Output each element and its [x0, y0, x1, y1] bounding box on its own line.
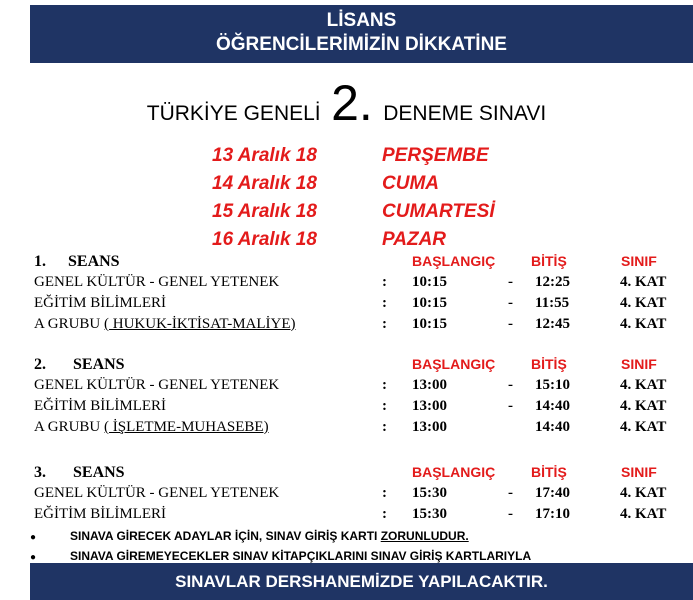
day: PAZAR — [382, 229, 447, 250]
session-label: SEANS — [68, 253, 120, 270]
start-column-header: BAŞLANGIÇ — [412, 464, 496, 480]
dash: - — [508, 485, 513, 501]
date-row — [212, 170, 495, 198]
end-time: 14:40 — [535, 398, 570, 414]
date: 15 Aralık 18 — [212, 201, 317, 222]
note-text: SINAVA GİRECEK ADAYLAR İÇİN, SINAV GİRİŞ KARTI — [70, 529, 381, 543]
day: PERŞEMBE — [382, 145, 489, 166]
end-column-header: BİTİŞ — [531, 356, 567, 372]
table-row — [0, 314, 693, 335]
session-label: SEANS — [73, 464, 125, 481]
start-column-header: BAŞLANGIÇ — [412, 356, 496, 372]
start-time: 10:15 — [412, 274, 447, 290]
exam-name-groups: ( İŞLETME-MUHASEBE) — [104, 419, 269, 435]
note-item — [30, 526, 531, 546]
table-row — [0, 504, 693, 525]
header-banner — [30, 5, 693, 63]
date: 14 Aralık 18 — [212, 173, 317, 194]
room-column-header: SINIF — [621, 356, 657, 372]
start-time: 15:30 — [412, 506, 447, 522]
start-time: 10:15 — [412, 316, 447, 332]
notes-list — [30, 526, 531, 566]
start-time: 15:30 — [412, 485, 447, 501]
exam-name: GENEL KÜLTÜR - GENEL YETENEK — [34, 274, 280, 290]
room: 4. KAT — [620, 398, 667, 414]
dash: - — [508, 295, 513, 311]
title-number: 2. — [331, 75, 373, 131]
exam-name: EĞİTİM BİLİMLERİ — [34, 295, 167, 311]
end-column-header: BİTİŞ — [531, 464, 567, 480]
exam-name: GENEL KÜLTÜR - GENEL YETENEK — [34, 377, 280, 393]
session-label: SEANS — [73, 356, 125, 373]
room: 4. KAT — [620, 506, 667, 522]
start-column-header: BAŞLANGIÇ — [412, 253, 496, 269]
colon: : — [382, 274, 387, 290]
exam-name-prefix: A GRUBU — [34, 419, 105, 435]
session-header — [0, 354, 693, 375]
footer-banner — [30, 563, 693, 600]
dash: - — [508, 506, 513, 522]
header-line-2: ÖĞRENCİLERİMİZİN DİKKATİNE — [216, 34, 507, 55]
exam-name: EĞİTİM BİLİMLERİ — [34, 398, 167, 414]
session-number: 3. — [34, 464, 46, 481]
colon: : — [382, 295, 387, 311]
exam-name: EĞİTİM BİLİMLERİ — [34, 506, 167, 522]
dash: - — [508, 398, 513, 414]
exam-name-groups: ( HUKUK-İKTİSAT-MALİYE) — [104, 316, 296, 332]
end-column-header: BİTİŞ — [531, 253, 567, 269]
colon: : — [382, 506, 387, 522]
end-time: 17:40 — [535, 485, 570, 501]
session-3 — [0, 462, 693, 525]
end-time: 12:45 — [535, 316, 570, 332]
room-column-header: SINIF — [621, 464, 657, 480]
exam-name — [34, 314, 296, 335]
room: 4. KAT — [620, 274, 667, 290]
bullet-icon: ● — [30, 552, 37, 563]
exam-title — [0, 75, 693, 131]
date: 16 Aralık 18 — [212, 229, 317, 250]
dash: - — [508, 316, 513, 332]
room: 4. KAT — [620, 295, 667, 311]
exam-name-prefix: A GRUBU — [34, 316, 105, 332]
session-header — [0, 462, 693, 483]
end-time: 12:25 — [535, 274, 570, 290]
end-time: 11:55 — [535, 295, 570, 311]
colon: : — [382, 485, 387, 501]
colon: : — [382, 419, 387, 435]
exam-name — [34, 417, 269, 438]
end-time: 17:10 — [535, 506, 570, 522]
start-time: 13:00 — [412, 419, 447, 435]
date-row — [212, 226, 495, 254]
colon: : — [382, 398, 387, 414]
room-column-header: SINIF — [621, 253, 657, 269]
day: CUMA — [382, 173, 439, 194]
table-row — [0, 272, 693, 293]
note-text: SINAVA GİREMEYECEKLER SINAV KİTAPÇIKLARINI SINAV GİRİŞ KARTLARIYLA — [70, 549, 532, 563]
session-number: 1. — [34, 253, 46, 270]
date-row — [212, 198, 495, 226]
table-row — [0, 293, 693, 314]
session-header — [0, 251, 693, 272]
session-number: 2. — [34, 356, 46, 373]
start-time: 13:00 — [412, 398, 447, 414]
exam-name: GENEL KÜLTÜR - GENEL YETENEK — [34, 485, 280, 501]
footer-text: SINAVLAR DERSHANEMİZDE YAPILACAKTIR. — [175, 572, 548, 591]
table-row — [0, 417, 693, 438]
room: 4. KAT — [620, 419, 667, 435]
end-time: 15:10 — [535, 377, 570, 393]
room: 4. KAT — [620, 485, 667, 501]
day: CUMARTESİ — [382, 201, 495, 222]
header-line-1: LİSANS — [326, 10, 397, 31]
start-time: 13:00 — [412, 377, 447, 393]
bullet-icon: ● — [30, 532, 37, 543]
dash: - — [508, 274, 513, 290]
dash: - — [508, 377, 513, 393]
table-row — [0, 396, 693, 417]
colon: : — [382, 377, 387, 393]
title-part-3: DENEME SINAVI — [383, 102, 547, 125]
end-time: 14:40 — [535, 419, 570, 435]
exam-dates — [212, 142, 495, 254]
room: 4. KAT — [620, 377, 667, 393]
title-part-1: TÜRKİYE GENELİ — [146, 102, 321, 125]
room: 4. KAT — [620, 316, 667, 332]
start-time: 10:15 — [412, 295, 447, 311]
date-row — [212, 142, 495, 170]
session-1 — [0, 251, 693, 335]
table-row — [0, 483, 693, 504]
date: 13 Aralık 18 — [212, 145, 317, 166]
table-row — [0, 375, 693, 396]
colon: : — [382, 316, 387, 332]
session-2 — [0, 354, 693, 438]
note-emphasis: ZORUNLUDUR. — [380, 529, 469, 543]
